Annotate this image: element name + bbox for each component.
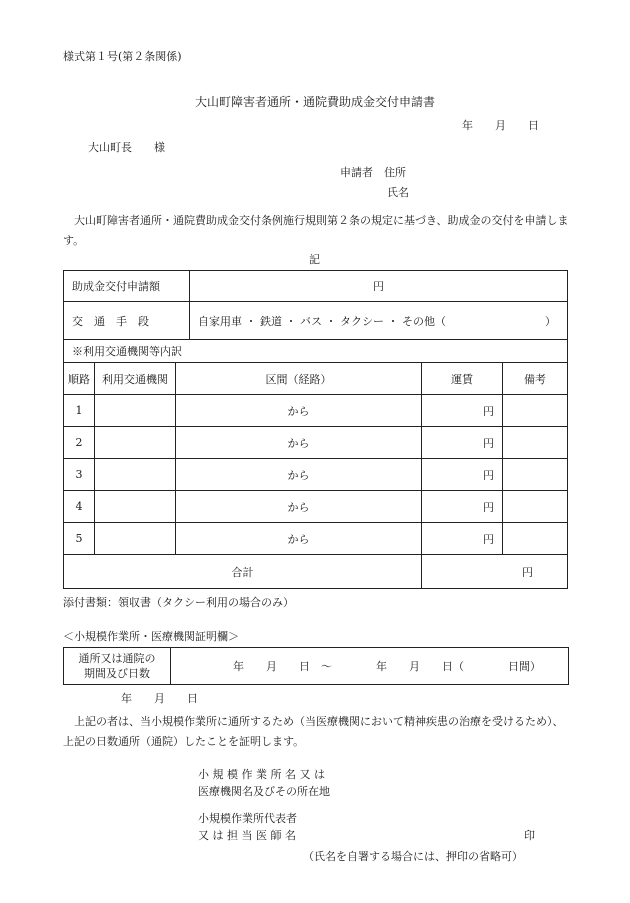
certificate-statement: 上記の者は、当小規模作業所に通所するため（当医療機関において精神疾患の治療を受けるため）、上記の日数通所（通院）したことを証明します。 [63, 715, 564, 748]
row-number: 4 [64, 491, 95, 523]
total-field[interactable]: 円 [422, 555, 568, 589]
route-table [63, 339, 568, 589]
transport-cell[interactable] [95, 459, 176, 491]
fare-cell[interactable]: 円 [422, 491, 503, 523]
row-number: 2 [64, 427, 95, 459]
header-transport: 利用交通機関 [95, 363, 176, 395]
table-row [64, 427, 568, 459]
section-cell[interactable]: から [176, 395, 422, 427]
section-cell[interactable]: から [176, 523, 422, 555]
fare-cell[interactable]: 円 [422, 523, 503, 555]
application-date: 年 月 日 [462, 119, 539, 132]
header-remarks: 備考 [503, 363, 568, 395]
seal-mark: 印 [524, 829, 535, 842]
ki-label: 記 [309, 253, 320, 266]
fare-cell[interactable]: 円 [422, 459, 503, 491]
certificate-heading: ＜小規模作業所・医療機関証明欄＞ [63, 630, 239, 643]
remarks-cell[interactable] [503, 459, 568, 491]
addressee: 大山町長 様 [88, 141, 165, 154]
transport-label: 交 通 手 段 [64, 302, 190, 340]
attachment-note: 添付書類：領収書（タクシー利用の場合のみ） [63, 596, 294, 609]
amount-transport-table [63, 270, 568, 340]
amount-label: 助成金交付申請額 [64, 271, 190, 302]
application-paragraph: 大山町障害者通所・通院費助成金交付条例施行規則第２条の規定に基づき、助成金の交付を申請します。 [63, 214, 569, 247]
certificate-date: 年 月 日 [121, 692, 198, 705]
period-table [63, 647, 569, 685]
transport-cell[interactable] [95, 523, 176, 555]
transport-cell[interactable] [95, 491, 176, 523]
applicant-address-label: 申請者 住所 [340, 166, 406, 179]
route-caption: ※利用交通機関等内訳 [64, 340, 568, 363]
facility-name-label-1: 小 規 模 作 業 所 名 又 は [198, 768, 325, 781]
period-field[interactable]: 年 月 日 ～ 年 月 日（ 日間） [171, 648, 569, 685]
row-number: 1 [64, 395, 95, 427]
table-row [64, 395, 568, 427]
row-number: 5 [64, 523, 95, 555]
table-row [64, 491, 568, 523]
amount-field[interactable] [190, 271, 568, 302]
representative-label-2: 又 は 担 当 医 師 名 [198, 829, 296, 842]
table-row [64, 459, 568, 491]
form-title: 大山町障害者通所・通院費助成金交付申請書 [194, 95, 435, 109]
period-label [64, 648, 171, 685]
facility-name-label-2: 医療機関名及びその所在地 [198, 785, 330, 798]
form-number: 様式第１号(第２条関係) [63, 50, 182, 63]
applicant-name-label: 氏名 [387, 186, 409, 199]
remarks-cell[interactable] [503, 395, 568, 427]
table-row [64, 523, 568, 555]
total-label: 合計 [64, 555, 422, 589]
section-cell[interactable]: から [176, 491, 422, 523]
section-cell[interactable]: から [176, 427, 422, 459]
transport-options[interactable]: 自家用車 ・ 鉄道 ・ バス ・ タクシー ・ その他（ ） [190, 302, 568, 340]
header-no: 順路 [64, 363, 95, 395]
section-cell[interactable]: から [176, 459, 422, 491]
row-number: 3 [64, 459, 95, 491]
header-fare: 運賃 [422, 363, 503, 395]
seal-omission-note: （氏名を自署する場合には、押印の省略可） [303, 850, 523, 863]
remarks-cell[interactable] [503, 491, 568, 523]
remarks-cell[interactable] [503, 427, 568, 459]
transport-cell[interactable] [95, 395, 176, 427]
remarks-cell[interactable] [503, 523, 568, 555]
header-section: 区間（経路） [176, 363, 422, 395]
transport-cell[interactable] [95, 427, 176, 459]
period-label-line1: 通所又は通院の [78, 652, 156, 665]
amount-unit: 円 [373, 280, 384, 293]
fare-cell[interactable]: 円 [422, 427, 503, 459]
period-label-line2: 期間及び日数 [84, 667, 150, 680]
representative-label-1: 小規模作業所代表者 [198, 812, 297, 825]
fare-cell[interactable]: 円 [422, 395, 503, 427]
